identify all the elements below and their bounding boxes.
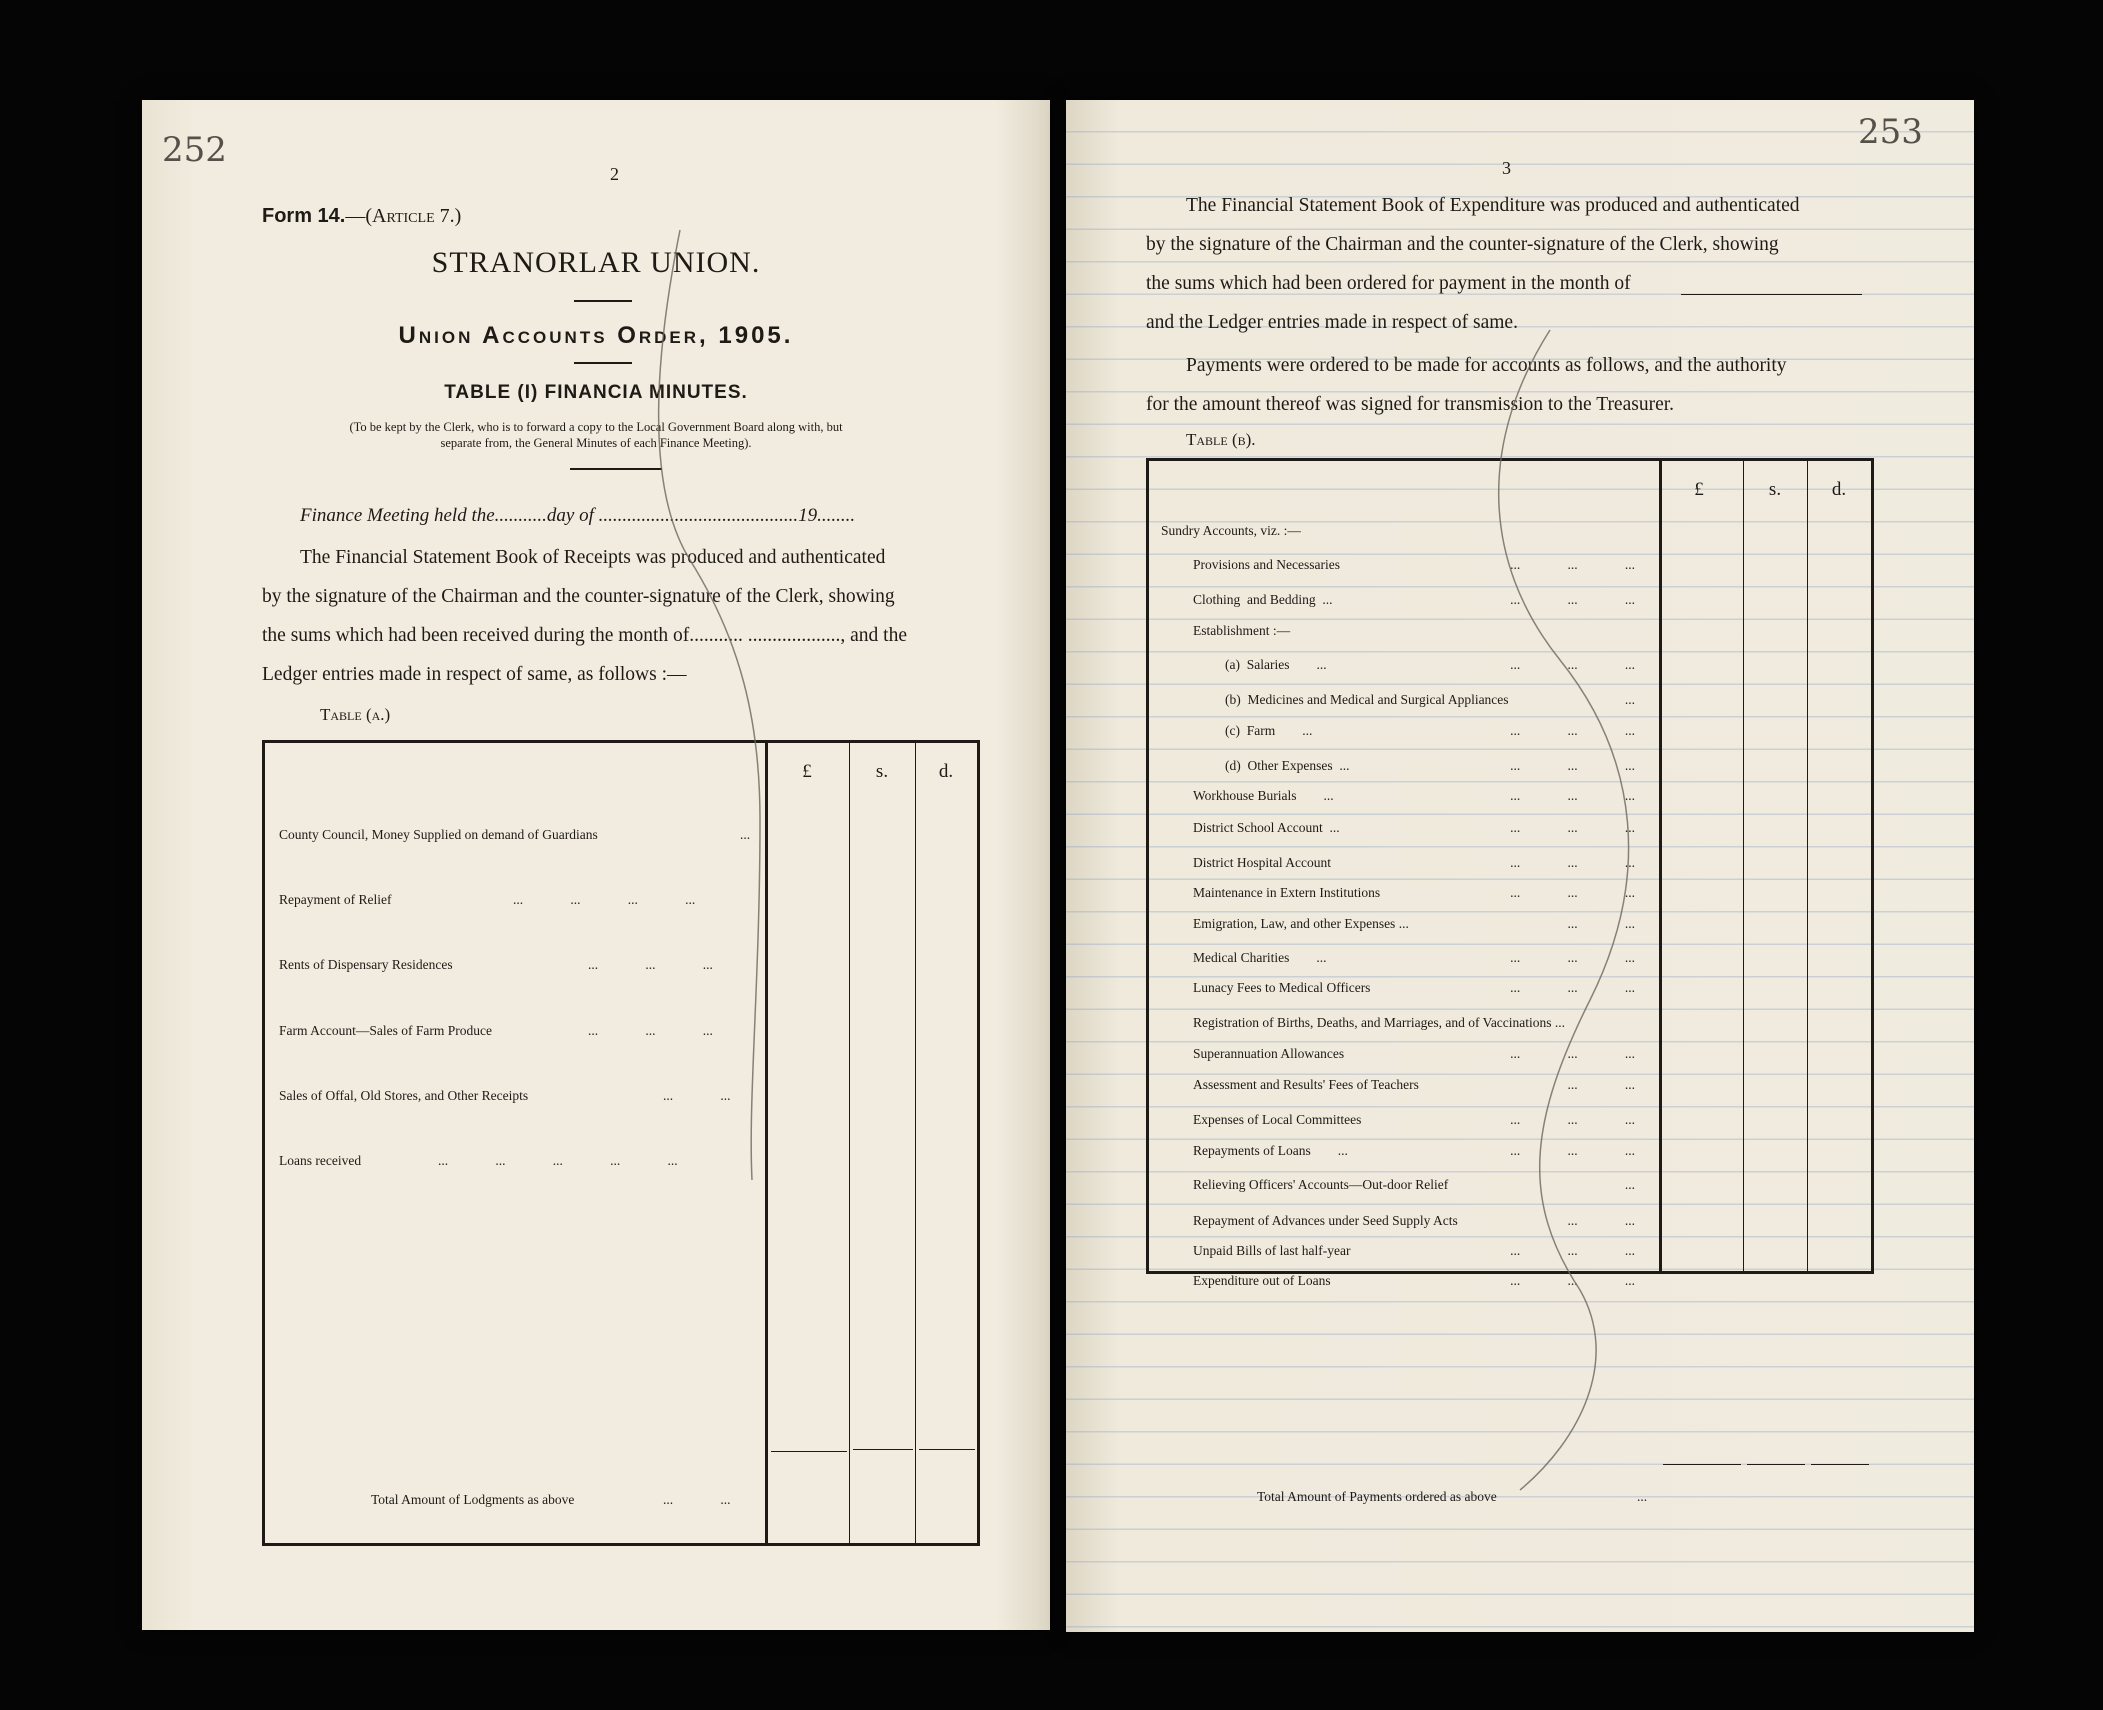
payment-row-dots: ... ... xyxy=(1567,1077,1635,1092)
total-rule-shillings xyxy=(1747,1464,1805,1465)
receipt-row-dots: ... xyxy=(740,827,751,842)
payment-row-dots: ... ... ... xyxy=(1510,657,1635,672)
column-header-pence: d. xyxy=(938,761,954,782)
payment-row-label: Clothing and Bedding ... xyxy=(1193,592,1333,607)
payment-row-dots: ... ... ... xyxy=(1510,1046,1635,1061)
payment-row-dots: ... ... xyxy=(1567,1213,1635,1228)
left-page xyxy=(142,100,1050,1630)
receipt-row-dots: ... ... xyxy=(663,1088,731,1103)
total-payments-label: Total Amount of Payments ordered as above xyxy=(1257,1489,1497,1504)
subtitle-rule xyxy=(574,362,632,364)
payment-row-label: Assessment and Results' Fees of Teachers xyxy=(1193,1077,1419,1092)
receipts-paragraph-line: The Financial Statement Book of Receipts was produced and authenticated xyxy=(300,547,886,568)
payments-paragraph xyxy=(1146,346,1864,424)
note-rule xyxy=(570,468,662,470)
column-divider xyxy=(1743,461,1744,1271)
right-page-number: 3 xyxy=(1502,158,1511,178)
payment-row-label: Repayments of Loans ... xyxy=(1193,1143,1348,1158)
table-a-label: Table (a.) xyxy=(320,705,391,724)
receipt-row-label: Repayment of Relief xyxy=(279,892,392,907)
payment-row-label: Relieving Officers' Accounts—Out-door Relief xyxy=(1193,1177,1449,1192)
payment-row-label: Registration of Births, Deaths, and Marriages, and of Vaccinations ... xyxy=(1193,1015,1566,1030)
payment-row-dots: ... ... ... xyxy=(1510,1243,1635,1258)
instruction-note-line1: (To be kept by the Clerk, who is to forward a copy to the Local Government Board along with, but xyxy=(349,420,843,434)
receipts-table xyxy=(262,740,980,1546)
meeting-date-line: Finance Meeting held the...........day of ..........................................19........ xyxy=(300,505,856,526)
payment-row-dots: ... ... ... xyxy=(1510,592,1635,607)
payment-row-dots: ... ... ... xyxy=(1510,557,1635,572)
column-divider xyxy=(1807,461,1808,1271)
receipt-row-label: County Council, Money Supplied on demand of Guardians xyxy=(279,827,598,842)
right-folio-number: 253 xyxy=(1858,112,1923,152)
payment-row-label: Provisions and Necessaries xyxy=(1193,557,1340,572)
payment-row-dots: ... ... ... xyxy=(1510,1273,1635,1288)
payment-row-label: Repayment of Advances under Seed Supply Acts xyxy=(1193,1213,1458,1228)
payment-row-dots: ... ... xyxy=(1567,916,1635,931)
payment-row-label: Emigration, Law, and other Expenses ... xyxy=(1193,916,1409,931)
expenditure-paragraph-line: The Financial Statement Book of Expenditure was produced and authenticated xyxy=(1186,195,1800,216)
column-divider xyxy=(849,743,850,1543)
payment-row-label: Expenses of Local Committees xyxy=(1193,1112,1362,1127)
expenditure-paragraph-line: the sums which had been ordered for payment in the month of xyxy=(1146,273,1631,294)
receipts-paragraph-line: the sums which had been received during the month of........... ..................., and the xyxy=(262,625,907,646)
column-header-shillings: s. xyxy=(1768,479,1782,500)
form-label-article: —(Article 7.) xyxy=(345,205,462,227)
payment-row-dots: ... xyxy=(1624,1177,1635,1192)
total-rule-shillings xyxy=(853,1449,913,1450)
instruction-note-line2: separate from, the General Minutes of each Finance Meeting). xyxy=(440,436,752,450)
total-rule-pounds xyxy=(771,1451,847,1452)
total-rule-pounds xyxy=(1663,1464,1741,1465)
payments-table xyxy=(1146,458,1874,1504)
form-label-bold: Form 14. xyxy=(262,205,346,227)
receipt-row-dots: ... ... ... ... ... xyxy=(438,1153,678,1168)
payment-row-dots: ... ... ... xyxy=(1510,980,1635,995)
receipt-row-label: Sales of Offal, Old Stores, and Other Receipts xyxy=(279,1088,529,1103)
expenditure-paragraph-line: by the signature of the Chairman and the counter-signature of the Clerk, showing xyxy=(1146,234,1779,255)
receipts-paragraph-line: Ledger entries made in respect of same, as follows :— xyxy=(262,664,687,685)
total-lodgments-label: Total Amount of Lodgments as above xyxy=(371,1492,575,1507)
receipt-row-dots: ... ... ... ... xyxy=(513,892,696,907)
payment-row-label: Expenditure out of Loans xyxy=(1193,1273,1331,1288)
column-header-pounds: £ xyxy=(1694,479,1704,500)
right-page xyxy=(1066,100,1974,1632)
total-lodgments-dots: ... ... xyxy=(663,1492,731,1507)
payment-row-label: (b) Medicines and Medical and Surgical Appliances xyxy=(1225,692,1509,707)
receipt-row-label: Loans received xyxy=(279,1153,362,1168)
receipt-row-label: Rents of Dispensary Residences xyxy=(279,957,453,972)
payment-row-dots: ... ... ... xyxy=(1510,1112,1635,1127)
document-title: STRANORLAR UNION. xyxy=(431,246,761,279)
left-folio-number: 252 xyxy=(162,130,227,170)
receipt-row-dots: ... ... ... xyxy=(588,957,713,972)
payment-row-label: District School Account ... xyxy=(1193,820,1340,835)
payment-row-label: Maintenance in Extern Institutions xyxy=(1193,885,1381,900)
payment-row-dots: ... ... ... xyxy=(1510,723,1635,738)
payment-row-dots: ... ... ... xyxy=(1510,855,1635,870)
receipt-row-dots: ... ... ... xyxy=(588,1023,713,1038)
total-rule-pence xyxy=(1811,1464,1869,1465)
title-rule xyxy=(574,300,632,302)
left-page-number: 2 xyxy=(610,164,619,184)
payment-row-label: Lunacy Fees to Medical Officers xyxy=(1193,980,1371,995)
expenditure-paragraph-line: and the Ledger entries made in respect of same. xyxy=(1146,312,1518,333)
payment-row-dots: ... ... ... xyxy=(1510,950,1635,965)
column-header-pounds: £ xyxy=(802,761,812,782)
form-label xyxy=(262,205,461,228)
column-divider xyxy=(915,743,916,1543)
payment-row-label: (a) Salaries ... xyxy=(1225,657,1327,672)
payment-row-label: Superannuation Allowances xyxy=(1193,1046,1345,1061)
receipts-paragraph xyxy=(262,538,1022,694)
table-b-label: Table (b). xyxy=(1186,430,1256,449)
payment-row-label: Sundry Accounts, viz. :— xyxy=(1161,523,1301,538)
payments-paragraph-line: for the amount thereof was signed for transmission to the Treasurer. xyxy=(1146,394,1675,415)
expenditure-paragraph-line-with-blank xyxy=(1146,264,1864,303)
column-divider xyxy=(1659,461,1662,1271)
payments-paragraph-line: Payments were ordered to be made for accounts as follows, and the authority xyxy=(1186,355,1787,376)
payment-row-label: (d) Other Expenses ... xyxy=(1225,758,1350,773)
total-payments-dots: ... xyxy=(1637,1489,1648,1504)
payment-row-dots: ... ... ... xyxy=(1510,788,1635,803)
receipt-row-label: Farm Account—Sales of Farm Produce xyxy=(279,1023,492,1038)
column-header-pence: d. xyxy=(1831,479,1847,500)
payment-row-label: Establishment :— xyxy=(1193,623,1291,638)
expenditure-paragraph xyxy=(1146,186,1864,342)
payment-row-label: Unpaid Bills of last half-year xyxy=(1193,1243,1351,1258)
payment-row-label: Workhouse Burials ... xyxy=(1193,788,1334,803)
table-heading: TABLE (I) FINANCIA MINUTES. xyxy=(444,382,748,403)
document-subtitle: Union Accounts Order, 1905. xyxy=(398,322,794,349)
column-divider xyxy=(765,743,768,1543)
payment-row-dots: ... ... ... xyxy=(1510,820,1635,835)
month-blank-line xyxy=(1681,294,1862,295)
payment-row-dots: ... ... ... xyxy=(1510,758,1635,773)
total-rule-pence xyxy=(919,1449,975,1450)
payment-row-label: Medical Charities ... xyxy=(1193,950,1327,965)
payment-row-dots: ... ... ... xyxy=(1510,1143,1635,1158)
payment-row-label: (c) Farm ... xyxy=(1225,723,1313,738)
payment-row-dots: ... ... ... xyxy=(1510,885,1635,900)
column-header-shillings: s. xyxy=(875,761,889,782)
payment-row-label: District Hospital Account xyxy=(1193,855,1331,870)
payment-row-dots: ... xyxy=(1624,692,1635,707)
receipts-paragraph-line: by the signature of the Chairman and the counter-signature of the Clerk, showing xyxy=(262,586,895,607)
